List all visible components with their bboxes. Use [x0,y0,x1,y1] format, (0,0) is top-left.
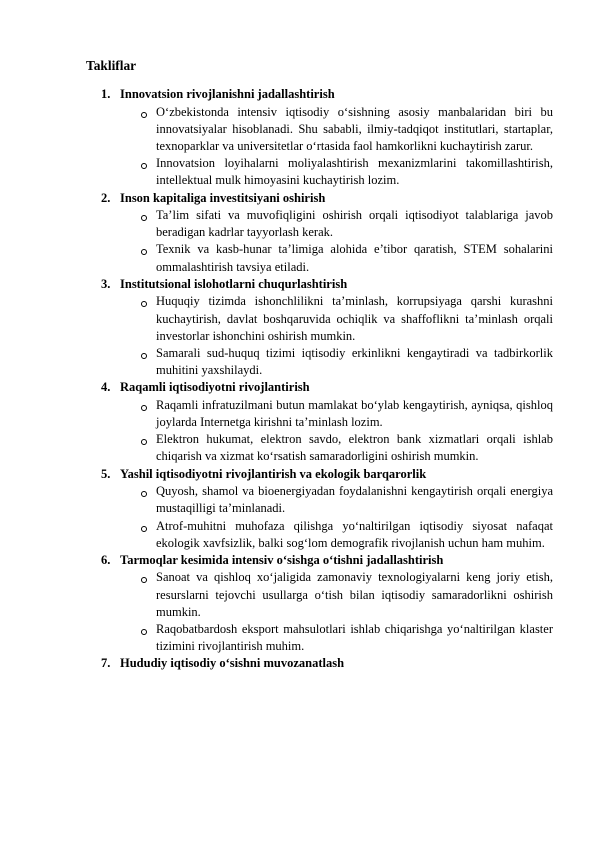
circle-bullet-icon [86,104,156,156]
circle-bullet-icon [86,483,156,517]
bullet-item [86,104,553,156]
section-title [86,655,553,673]
section-item [86,379,553,465]
bullet-item [86,241,553,275]
section-number: 2. [101,190,111,205]
circle-bullet-icon [86,207,156,241]
circle-bullet-icon [86,621,156,655]
section-bullets [86,207,553,276]
section-bullets [86,397,553,466]
section-item [86,466,553,552]
section-number: 5. [101,466,111,481]
section-bullets [86,483,553,552]
section-title-text: Raqamli iqtisodiyotni rivojlantirish [120,380,310,395]
section-title-text: Yashil iqtisodiyotni rivojlantirish va ekologik barqarorlik [120,466,427,481]
section-title-text: Inson kapitaliga investitsiyani oshirish [120,190,326,205]
section-number: 3. [101,276,111,291]
section-bullets [86,104,553,190]
bullet-text: Elektron hukumat, elektron savdo, elektron bank xizmatlari orqali ishlab chiqarish va xizmat ko‘rsatish samaradorligini oshirish mumkin. [156,432,553,464]
bullet-text: Innovatsion loyihalarni moliyalashtirish mexanizmlarini takomillashtirish, intellektual mulk himoyasini kuchaytirish lozim. [156,156,553,188]
section-bullets [86,293,553,379]
bullet-text: Ta’lim sifati va muvofiqligini oshirish orqali iqtisodiyot talablariga javob beradigan kadrlar tayyorlash kerak. [156,208,553,240]
bullet-item [86,518,553,552]
bullet-item [86,397,553,431]
circle-bullet-icon [86,345,156,379]
proposals-list [86,86,553,673]
circle-bullet-icon [86,241,156,275]
section-title [86,190,553,208]
bullet-text: Texnik va kasb-hunar ta’limiga alohida e’tibor qaratish, STEM sohalarini ommalashtirish tavsiya etiladi. [156,242,553,274]
section-number: 4. [101,380,111,395]
bullet-item [86,155,553,189]
section-title-text: Institutsional islohotlarni chuqurlashtirish [120,276,348,291]
section-number: 7. [101,656,111,671]
circle-bullet-icon [86,518,156,552]
section-title [86,86,553,104]
section-number: 1. [101,87,111,101]
section-bullets [86,569,553,655]
bullet-text: Atrof-muhitni muhofaza qilishga yo‘naltirilgan iqtisodiy siyosat nafaqat ekologik xavfsizlik, balki sog‘lom demografik rivojlanish uchun ham muhim. [156,518,553,550]
bullet-item [86,483,553,517]
bullet-text: Sanoat va qishloq xo‘jaligida zamonaviy texnologiyalarni keng joriy etish, resurslarni tejovchi usullarga o‘tish bilan iqtisodiy samaradorlikni oshirish mumkin. [156,570,553,619]
section-item [86,276,553,380]
circle-bullet-icon [86,155,156,189]
section-title [86,379,553,397]
section-item [86,190,553,276]
bullet-text: Huquqiy tizimda ishonchlilikni ta’minlash, korrupsiyaga qarshi kurashni kuchaytirish, davlat boshqaruvida ochiqlik va shaffoflikni ta’minlash orqali investorlar ishonchini oshirish mumkin. [156,294,553,343]
section-title-text: Hududiy iqtisodiy o‘sishni muvozanatlash [120,656,345,671]
section-title [86,466,553,484]
section-item [86,552,553,656]
section-title [86,552,553,570]
section-title-text: Innovatsion rivojlanishni jadallashtirish [120,87,335,101]
bullet-item [86,569,553,621]
bullet-item [86,293,553,345]
circle-bullet-icon [86,397,156,431]
bullet-text: Samarali sud-huquq tizimi iqtisodiy erkinlikni kengaytiradi va tadbirkorlik muhitini yaxshilaydi. [156,345,553,378]
bullet-text: Quyosh, shamol va bioenergiyadan foydalanishni kengaytirish orqali energiya mustaqilligi ta’minlanadi. [156,484,553,516]
bullet-text: O‘zbekistonda intensiv iqtisodiy o‘sishning asosiy manbalaridan biri bu innovatsiyalar hisoblanadi. Shu sababli, ilmiy-tadqiqot institutlari, startaplar, texnoparklar va universitetlar o‘rtasida faol hamkorlikni kuchaytirish zarur. [156,104,553,153]
section-item [86,655,553,673]
bullet-item [86,207,553,241]
section-title-text: Tarmoqlar kesimida intensiv o‘sishga o‘tishni jadallashtirish [120,552,444,567]
circle-bullet-icon [86,569,156,621]
bullet-text: Raqamli infratuzilmani butun mamlakat bo‘ylab kengaytirish, ayniqsa, qishloq joylarda Internetga kirishni ta’minlash lozim. [156,397,553,430]
bullet-item [86,621,553,655]
section-number: 6. [101,552,111,567]
circle-bullet-icon [86,293,156,345]
section-title [86,276,553,294]
section-item [86,86,553,190]
page-heading: Takliflar [86,58,137,73]
bullet-item [86,431,553,465]
bullet-item [86,345,553,379]
circle-bullet-icon [86,431,156,465]
bullet-text: Raqobatbardosh eksport mahsulotlari ishlab chiqarishga yo‘naltirilgan klaster tizimini rivojlantirish muhim. [156,622,553,654]
